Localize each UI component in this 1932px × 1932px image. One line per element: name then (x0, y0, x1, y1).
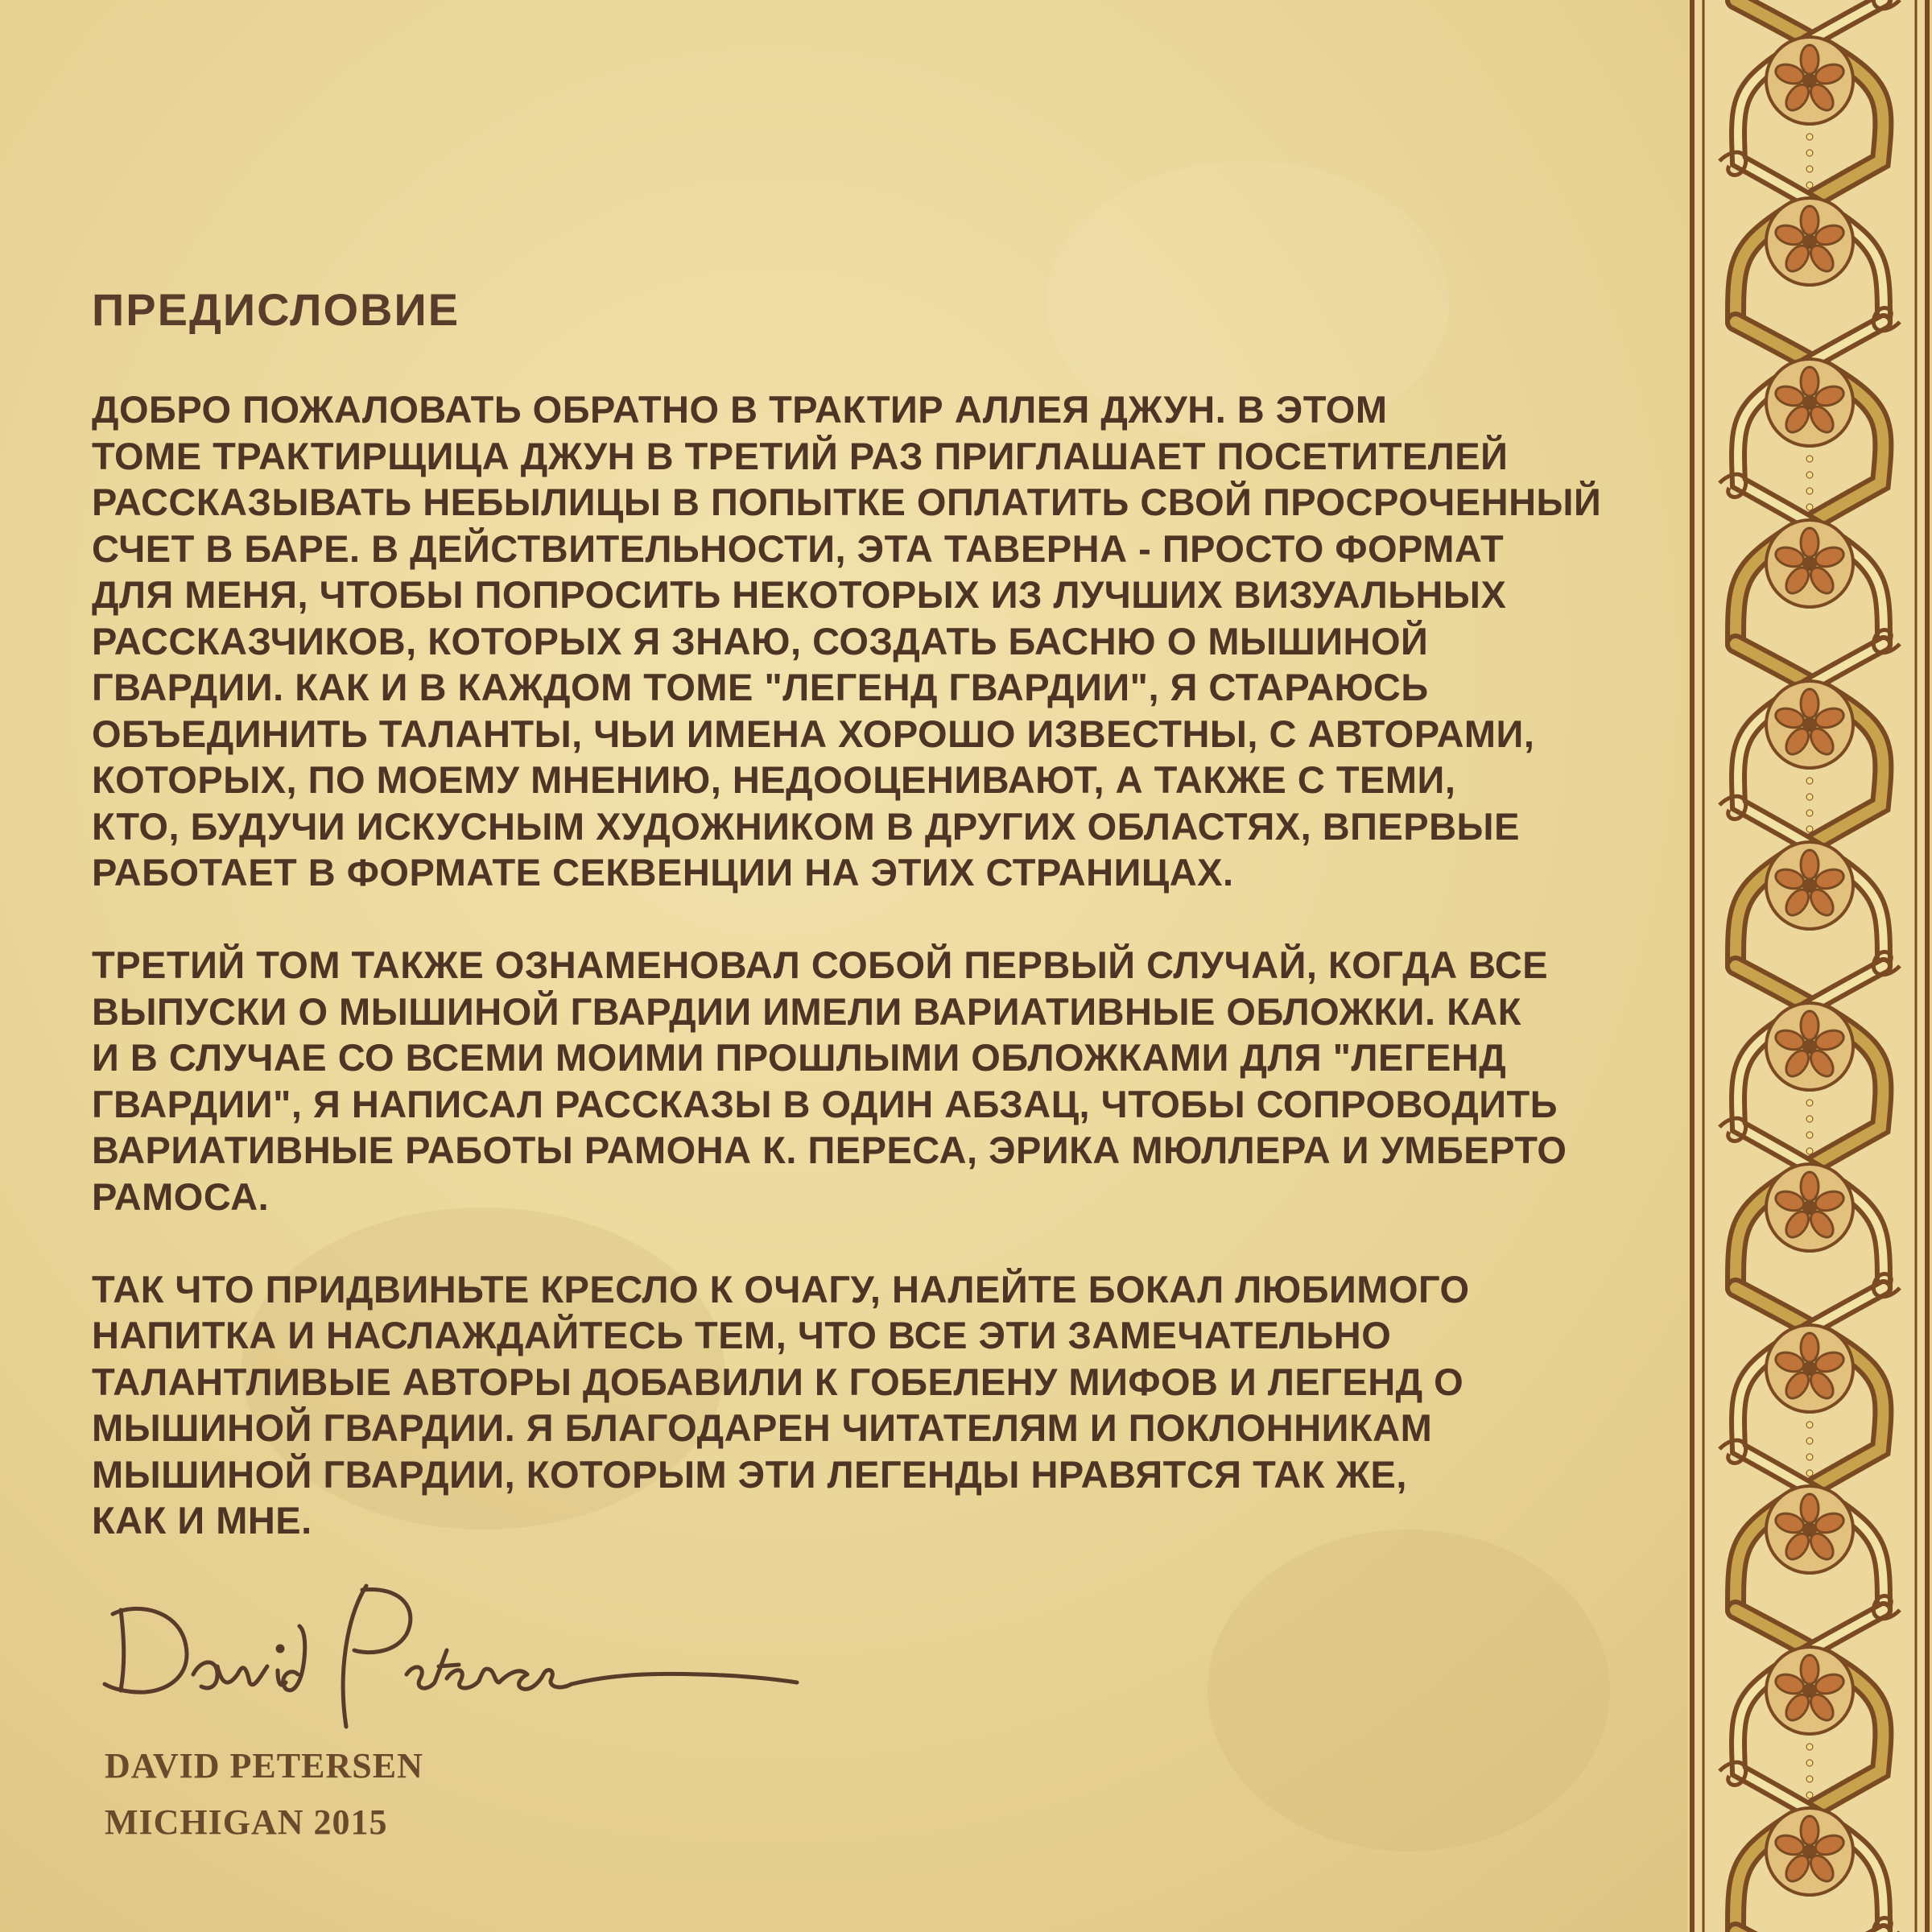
lattice-dot (1806, 134, 1813, 140)
leaf-icon (1801, 45, 1818, 74)
lattice-dot (1806, 826, 1813, 832)
paragraph: ТРЕТИЙ ТОМ ТАКЖЕ ОЗНАМЕНОВАЛ СОБОЙ ПЕРВЫЙ СЛУЧАЙ, КОГДА ВСЕ ВЫПУСКИ О МЫШИНОЙ ГВАРДИИ ИМЕЛИ ВАРИАТИВНЫЕ ОБЛОЖКИ. КАК И В СЛУЧАЕ СО ВСЕМИ МОИМИ ПРОШЛЫМИ ОБЛОЖКАМИ ДЛЯ "ЛЕГЕНД ГВАРДИИ", Я НАПИСАЛ РАССКАЗЫ В ОДИН АБЗАЦ, ЧТОБЫ СОПРОВОДИТЬ ВАРИАТИВНЫЕ РАБОТЫ РАМОНА К. ПЕРЕСА, ЭРИКА МЮЛЛЕРА И УМБЕРТО РАМОСА. (92, 943, 1567, 1218)
lattice-dot (1806, 1470, 1813, 1476)
lattice-dot (1806, 1744, 1813, 1750)
leaf-icon (1801, 367, 1818, 396)
leaf-center (1802, 234, 1817, 249)
paragraph: ТАК ЧТО ПРИДВИНЬТЕ КРЕСЛО К ОЧАГУ, НАЛЕЙТЕ БОКАЛ ЛЮБИМОГО НАПИТКА И НАСЛАЖДАЙТЕСЬ ТЕМ, ЧТО ВСЕ ЭТИ ЗАМЕЧАТЕЛЬНО ТАЛАНТЛИВЫЕ АВТОРЫ ДОБАВИЛИ К ГОБЕЛЕНУ МИФОВ И ЛЕГЕНД О МЫШИНОЙ ГВАРДИИ. Я БЛАГОДАРЕН ЧИТАТЕЛЯМ И ПОКЛОННИКАМ МЫШИНОЙ ГВАРДИИ, КОТОРЫМ ЭТИ ЛЕГЕНДЫ НРАВЯТСЯ ТАК ЖЕ, КАК И МНЕ. (92, 1267, 1470, 1542)
leaf-icon (1801, 1172, 1818, 1201)
leaf-center (1802, 1844, 1817, 1859)
lattice-dot (1806, 810, 1813, 816)
lattice-dot (1806, 488, 1813, 494)
lattice-dot (1806, 1132, 1813, 1138)
leaf-center (1802, 717, 1817, 732)
lattice-dot (1806, 1422, 1813, 1428)
leaf-icon (1801, 206, 1818, 235)
lattice-dot (1806, 1116, 1813, 1122)
lattice-dot (1806, 456, 1813, 462)
leaf-icon (1801, 1494, 1818, 1523)
leaf-icon (1801, 1816, 1818, 1845)
leaf-icon (1801, 1333, 1818, 1362)
leaf-center (1802, 1683, 1817, 1698)
lattice-dot (1806, 472, 1813, 478)
leaf-icon (1801, 850, 1818, 879)
place-and-year: MICHIGAN 2015 (105, 1802, 388, 1842)
lattice-dot (1806, 1100, 1813, 1106)
paragraph: ДОБРО ПОЖАЛОВАТЬ ОБРАТНО В ТРАКТИР АЛЛЕЯ ДЖУН. В ЭТОМ ТОМЕ ТРАКТИРЩИЦА ДЖУН В ТРЕТИЙ РАЗ ПРИГЛАШАЕТ ПОСЕТИТЕЛЕЙ РАССКАЗЫВАТЬ НЕБЫЛИЦЫ В ПОПЫТКЕ ОПЛАТИТЬ СВОЙ ПРОСРОЧЕННЫЙ СЧЕТ В БАРЕ. В ДЕЙСТВИТЕЛЬНОСТИ, ЭТА ТАВЕРНА - ПРОСТО ФОРМАТ ДЛЯ МЕНЯ, ЧТОБЫ ПОПРОСИТЬ НЕКОТОРЫХ ИЗ ЛУЧШИХ ВИЗУАЛЬНЫХ РАССКАЗЧИКОВ, КОТОРЫХ Я ЗНАЮ, СОЗДАТЬ БАСНЮ О МЫШИНОЙ ГВАРДИИ. КАК И В КАЖДОМ ТОМЕ "ЛЕГЕНД ГВАРДИИ", Я СТАРАЮСЬ ОБЪЕДИНИТЬ ТАЛАНТЫ, ЧЬИ ИМЕНА ХОРОШО ИЗВЕСТНЫ, С АВТОРАМИ, КОТОРЫХ, ПО МОЕМУ МНЕНИЮ, НЕДООЦЕНИВАЮТ, А ТАКЖЕ С ТЕМИ, КТО, БУДУЧИ ИСКУСНЫМ ХУДОЖНИКОМ В ДРУГИХ ОБЛАСТЯХ, ВПЕРВЫЕ РАБОТАЕТ В ФОРМАТЕ СЕКВЕНЦИИ НА ЭТИХ СТРАНИЦАХ. (92, 388, 1602, 894)
page-title: ПРЕДИСЛОВИЕ (92, 284, 460, 335)
leaf-center (1802, 878, 1817, 893)
celtic-vine-ornament (1687, 0, 1932, 1932)
lattice-dot (1806, 778, 1813, 784)
leaf-center (1802, 1200, 1817, 1215)
ornamental-border (1687, 0, 1932, 1932)
lattice-dot (1806, 794, 1813, 800)
leaf-center (1802, 73, 1817, 88)
lattice-dot (1806, 1776, 1813, 1782)
author-name: DAVID PETERSEN (105, 1746, 423, 1785)
leaf-center (1802, 395, 1817, 410)
leaf-center (1802, 1522, 1817, 1537)
leaf-icon (1801, 689, 1818, 718)
leaf-icon (1801, 1655, 1818, 1684)
lattice-dot (1806, 1792, 1813, 1798)
lattice-dot (1806, 1760, 1813, 1766)
handwritten-signature (89, 1554, 813, 1731)
foreword-body (92, 386, 1645, 1590)
leaf-center (1802, 556, 1817, 571)
leaf-icon (1801, 528, 1818, 557)
lattice-dot (1806, 150, 1813, 156)
lattice-dot (1806, 1148, 1813, 1154)
lattice-dot (1806, 504, 1813, 510)
leaf-center (1802, 1039, 1817, 1054)
lattice-dot (1806, 166, 1813, 172)
lattice-dot (1806, 1454, 1813, 1460)
leaf-center (1802, 1361, 1817, 1376)
leaf-icon (1801, 1011, 1818, 1040)
lattice-dot (1806, 182, 1813, 188)
lattice-dot (1806, 1438, 1813, 1444)
